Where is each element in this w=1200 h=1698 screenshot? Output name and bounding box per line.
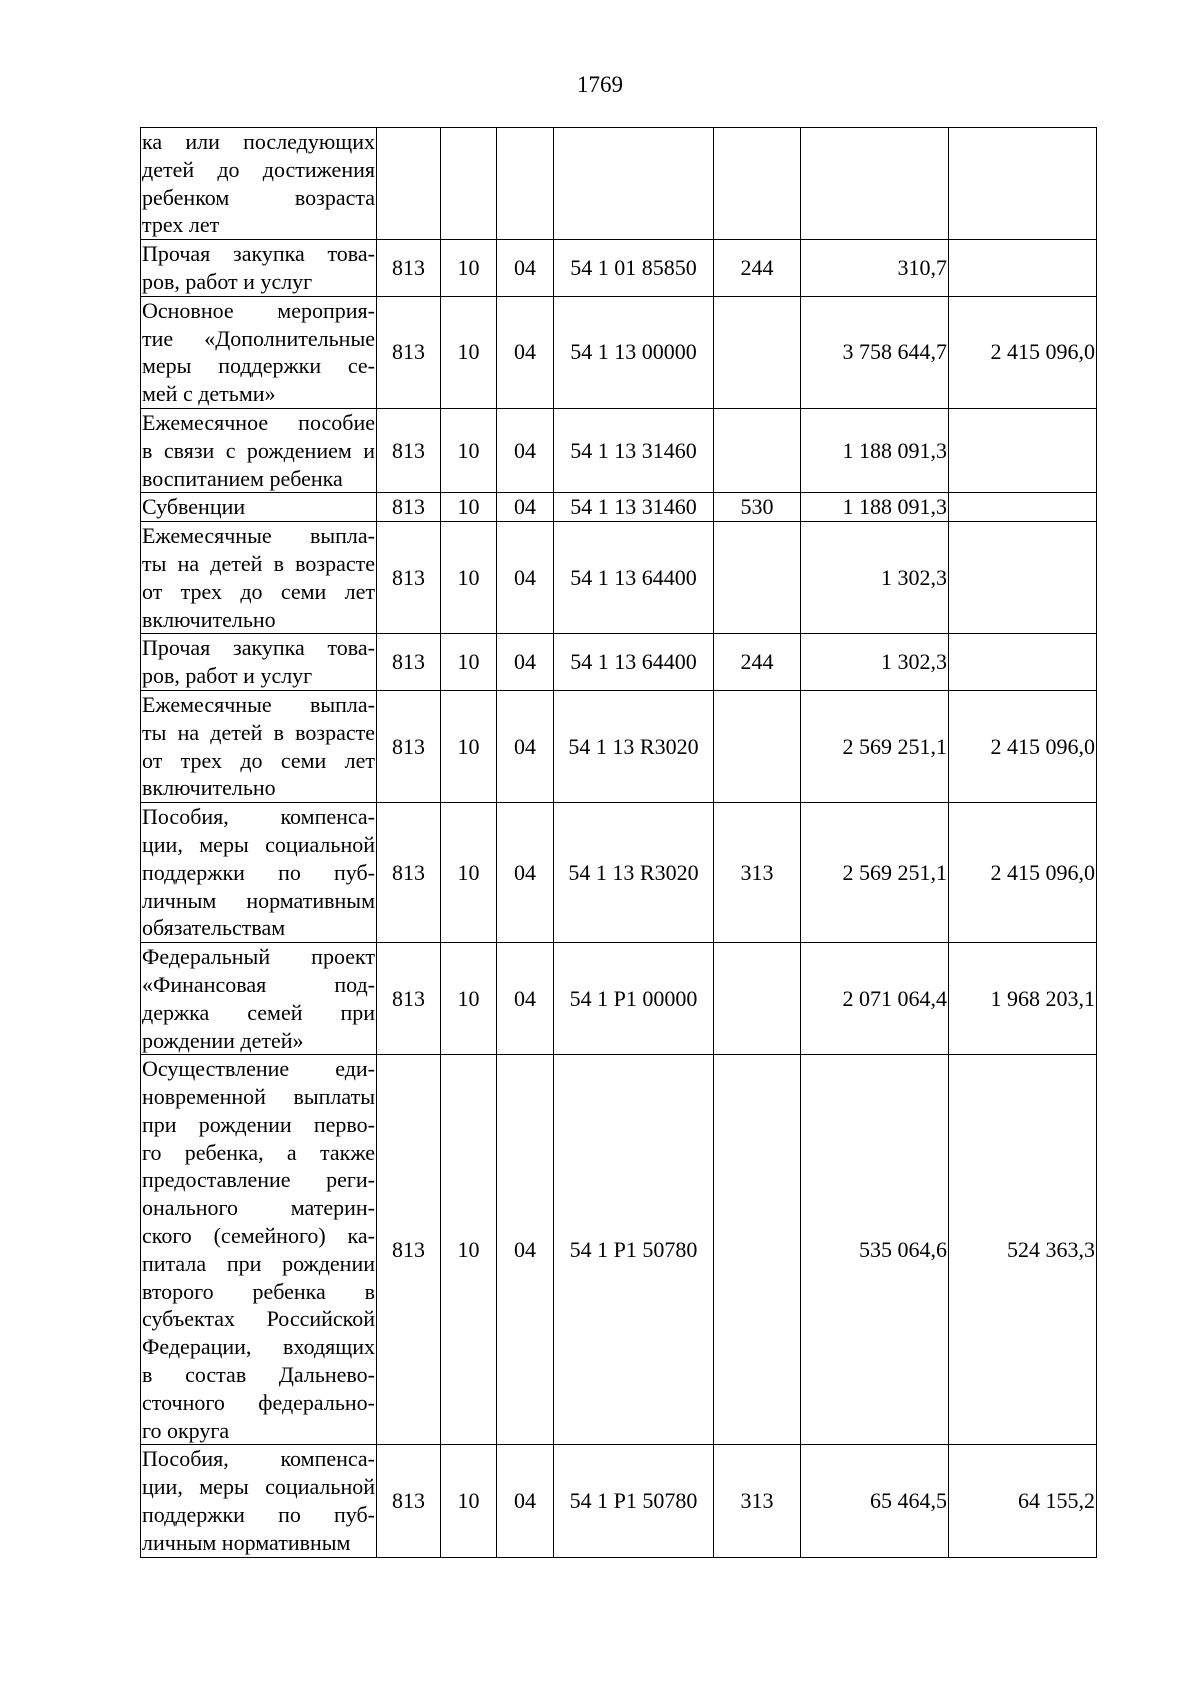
sum-first-cell: 2 569 251,1: [801, 690, 949, 802]
subsection-cell: 04: [497, 240, 554, 297]
table-row: [141, 240, 1097, 297]
table-row: [141, 1445, 1097, 1557]
item-name-line: мей с детьми»: [142, 381, 276, 407]
admin-code-cell: 813: [377, 803, 441, 943]
item-name-line: тие «Дополнительные: [142, 325, 375, 351]
item-name-line: Ежемесячное пособие: [142, 409, 375, 435]
item-name-line: включительно: [142, 775, 276, 801]
subsection-cell: 04: [497, 1055, 554, 1445]
item-name-line: меры поддержки се-: [142, 353, 375, 379]
item-name-line: ребенком возраста: [142, 184, 375, 210]
target-item-cell: 54 1 13 R3020: [554, 803, 714, 943]
section-cell: 10: [441, 634, 497, 691]
subsection-cell: 04: [497, 408, 554, 492]
admin-code-cell: [377, 128, 441, 240]
expense-type-cell: [714, 1055, 801, 1445]
sum-second-cell: 524 363,3: [949, 1055, 1097, 1445]
item-name-line: при рождении перво-: [142, 1111, 375, 1137]
subsection-cell: 04: [497, 943, 554, 1055]
table-row: [141, 128, 1097, 240]
section-cell: 10: [441, 296, 497, 408]
target-item-cell: 54 1 01 85850: [554, 240, 714, 297]
section-cell: 10: [441, 522, 497, 634]
admin-code-cell: 813: [377, 296, 441, 408]
section-cell: 10: [441, 690, 497, 802]
expense-type-cell: [714, 296, 801, 408]
sum-second-cell: 64 155,2: [949, 1445, 1097, 1557]
item-name-line: в состав Дальнево-: [142, 1362, 375, 1388]
expense-type-cell: [714, 690, 801, 802]
sum-first-cell: 1 188 091,3: [801, 493, 949, 522]
item-name-line: го округа: [142, 1417, 230, 1443]
budget-table: [140, 127, 1097, 1558]
expense-type-cell: [714, 522, 801, 634]
item-name-line: го ребенка, а также: [142, 1139, 375, 1165]
item-name-line: субъектах Российской: [142, 1306, 375, 1332]
table-row: [141, 690, 1097, 802]
item-name-line: «Финансовая под-: [142, 971, 375, 997]
sum-first-cell: 310,7: [801, 240, 949, 297]
item-name-cell: [141, 803, 377, 943]
sum-second-cell: [949, 493, 1097, 522]
sum-second-cell: [949, 634, 1097, 691]
item-name-line: трех лет: [142, 212, 220, 238]
item-name-line: включительно: [142, 606, 276, 632]
subsection-cell: 04: [497, 803, 554, 943]
expense-type-cell: 244: [714, 240, 801, 297]
item-name-line: Осуществление еди-: [142, 1056, 375, 1082]
target-item-cell: 54 1 13 R3020: [554, 690, 714, 802]
item-name-line: Прочая закупка това-: [142, 241, 375, 267]
subsection-cell: [497, 128, 554, 240]
item-name-line: Ежемесячные выпла-: [142, 523, 375, 549]
item-name-cell: [141, 493, 377, 522]
item-name-cell: [141, 522, 377, 634]
item-name-line: рождении детей»: [142, 1027, 304, 1053]
section-cell: 10: [441, 240, 497, 297]
item-name-line: Основное мероприя-: [142, 297, 375, 323]
item-name-line: держка семей при: [142, 999, 375, 1025]
item-name-line: поддержки по пуб-: [142, 1502, 375, 1528]
item-name-line: Пособия, компенса-: [142, 804, 375, 830]
subsection-cell: 04: [497, 522, 554, 634]
expense-type-cell: [714, 128, 801, 240]
table-row: [141, 634, 1097, 691]
admin-code-cell: 813: [377, 634, 441, 691]
target-item-cell: 54 1 13 31460: [554, 408, 714, 492]
admin-code-cell: 813: [377, 408, 441, 492]
admin-code-cell: 813: [377, 1445, 441, 1557]
section-cell: [441, 128, 497, 240]
target-item-cell: 54 1 13 00000: [554, 296, 714, 408]
sum-second-cell: 2 415 096,0: [949, 803, 1097, 943]
item-name-cell: [141, 1055, 377, 1445]
sum-second-cell: 1 968 203,1: [949, 943, 1097, 1055]
sum-first-cell: 535 064,6: [801, 1055, 949, 1445]
admin-code-cell: 813: [377, 240, 441, 297]
sum-first-cell: 1 302,3: [801, 634, 949, 691]
item-name-line: личным нормативным: [142, 887, 375, 913]
section-cell: 10: [441, 943, 497, 1055]
expense-type-cell: 313: [714, 803, 801, 943]
sum-first-cell: 1 188 091,3: [801, 408, 949, 492]
sum-first-cell: 2 569 251,1: [801, 803, 949, 943]
sum-second-cell: 2 415 096,0: [949, 690, 1097, 802]
item-name-line: сточного федерально-: [142, 1389, 375, 1415]
target-item-cell: [554, 128, 714, 240]
target-item-cell: 54 1 P1 50780: [554, 1445, 714, 1557]
item-name-cell: [141, 408, 377, 492]
item-name-line: питала при рождении: [142, 1250, 375, 1276]
item-name-line: от трех до семи лет: [142, 747, 375, 773]
expense-type-cell: [714, 943, 801, 1055]
item-name-line: Федеральный проект: [142, 944, 375, 970]
section-cell: 10: [441, 803, 497, 943]
sum-second-cell: [949, 128, 1097, 240]
sum-first-cell: 1 302,3: [801, 522, 949, 634]
table-row: [141, 943, 1097, 1055]
item-name-line: ров, работ и услуг: [142, 663, 313, 689]
sum-second-cell: [949, 240, 1097, 297]
subsection-cell: 04: [497, 690, 554, 802]
item-name-cell: [141, 943, 377, 1055]
expense-type-cell: [714, 408, 801, 492]
subsection-cell: 04: [497, 634, 554, 691]
item-name-line: ров, работ и услуг: [142, 268, 313, 294]
item-name-line: ка или последующих: [142, 129, 375, 154]
item-name-cell: [141, 690, 377, 802]
subsection-cell: 04: [497, 1445, 554, 1557]
item-name-line: детей до достижения: [142, 156, 375, 182]
section-cell: 10: [441, 408, 497, 492]
subsection-cell: 04: [497, 493, 554, 522]
admin-code-cell: 813: [377, 690, 441, 802]
sum-first-cell: 2 071 064,4: [801, 943, 949, 1055]
admin-code-cell: 813: [377, 522, 441, 634]
section-cell: 10: [441, 493, 497, 522]
table-row: [141, 493, 1097, 522]
target-item-cell: 54 1 13 64400: [554, 634, 714, 691]
expense-type-cell: 313: [714, 1445, 801, 1557]
item-name-line: онального материн-: [142, 1195, 375, 1221]
item-name-cell: [141, 240, 377, 297]
item-name-line: Федерации, входящих: [142, 1334, 375, 1360]
item-name-cell: [141, 1445, 377, 1557]
item-name-line: Прочая закупка това-: [142, 635, 375, 661]
subsection-cell: 04: [497, 296, 554, 408]
item-name-line: в связи с рождением и: [142, 437, 375, 463]
item-name-cell: [141, 634, 377, 691]
item-name-line: личным нормативным: [142, 1529, 351, 1555]
table-row: [141, 408, 1097, 492]
item-name-cell: [141, 128, 377, 240]
admin-code-cell: 813: [377, 493, 441, 522]
item-name-line: ции, меры социальной: [142, 831, 375, 857]
item-name-line: воспитанием ребенка: [142, 465, 343, 491]
item-name-line: ты на детей в возрасте: [142, 719, 375, 745]
item-name-line: предоставление реги-: [142, 1167, 375, 1193]
target-item-cell: 54 1 13 31460: [554, 493, 714, 522]
sum-first-cell: 3 758 644,7: [801, 296, 949, 408]
table-row: [141, 1055, 1097, 1445]
expense-type-cell: 530: [714, 493, 801, 522]
target-item-cell: 54 1 P1 00000: [554, 943, 714, 1055]
table-row: [141, 296, 1097, 408]
item-name-line: второго ребенка в: [142, 1278, 375, 1304]
item-name-line: обязательствам: [142, 915, 286, 941]
section-cell: 10: [441, 1445, 497, 1557]
item-name-line: ского (семейного) ка-: [142, 1223, 375, 1249]
admin-code-cell: 813: [377, 943, 441, 1055]
sum-second-cell: [949, 408, 1097, 492]
item-name-line: ции, меры социальной: [142, 1474, 375, 1500]
item-name-line: от трех до семи лет: [142, 578, 375, 604]
sum-second-cell: 2 415 096,0: [949, 296, 1097, 408]
table-row: [141, 522, 1097, 634]
item-name-cell: [141, 296, 377, 408]
page-number: 1769: [577, 72, 623, 97]
item-name-line: поддержки по пуб-: [142, 859, 375, 885]
table-row: [141, 803, 1097, 943]
expense-type-cell: 244: [714, 634, 801, 691]
table-body: [141, 128, 1097, 1558]
section-cell: 10: [441, 1055, 497, 1445]
admin-code-cell: 813: [377, 1055, 441, 1445]
item-name-line: ты на детей в возрасте: [142, 550, 375, 576]
item-name-line: Субвенции: [142, 494, 246, 520]
item-name-line: Пособия, компенса-: [142, 1446, 375, 1472]
item-name-line: Ежемесячные выпла-: [142, 691, 375, 717]
sum-second-cell: [949, 522, 1097, 634]
sum-first-cell: [801, 128, 949, 240]
sum-first-cell: 65 464,5: [801, 1445, 949, 1557]
item-name-line: новременной выплаты: [142, 1084, 375, 1110]
target-item-cell: 54 1 13 64400: [554, 522, 714, 634]
target-item-cell: 54 1 P1 50780: [554, 1055, 714, 1445]
